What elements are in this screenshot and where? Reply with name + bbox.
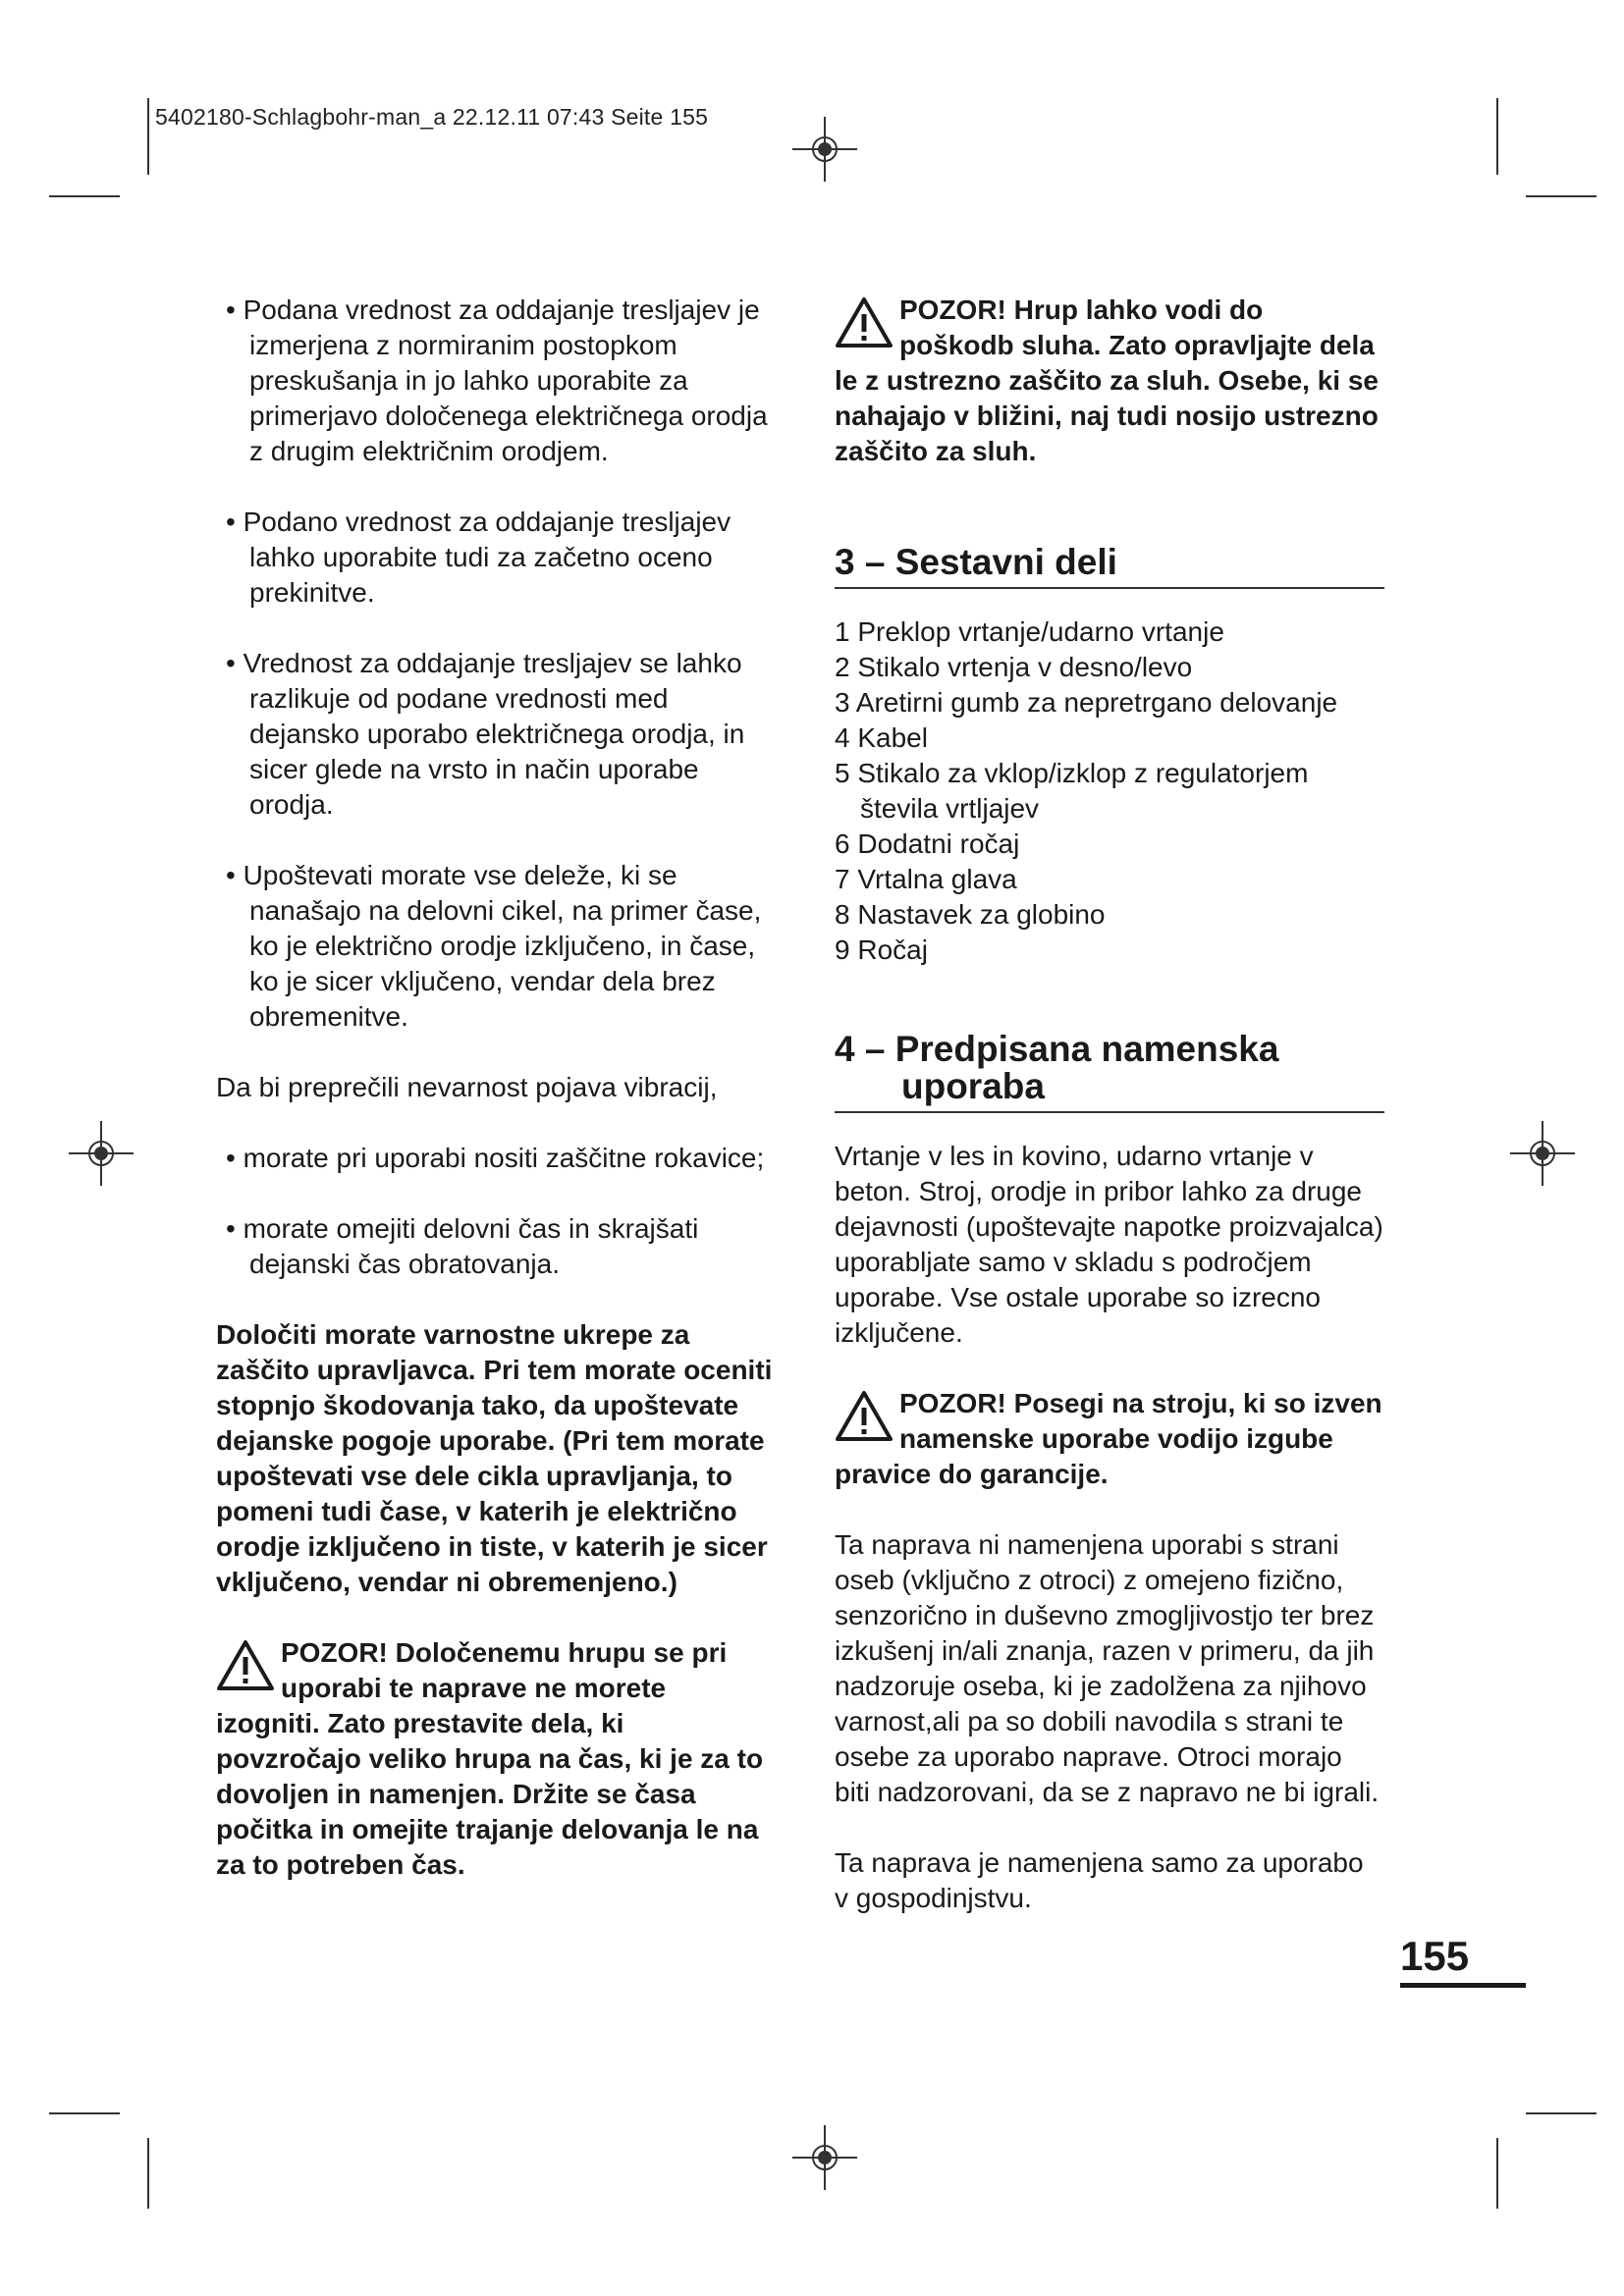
list-item: 8 Nastavek za globino xyxy=(835,899,1106,930)
household-use-paragraph: Ta naprava je namenjena samo za uporabo v gospodinjstvu. xyxy=(835,1847,1364,1913)
hearing-warning xyxy=(835,293,1384,469)
warning-text: POZOR! Določenemu hrupu se pri uporabi te naprave ne morete izogniti. Zato prestavite dela, ki povzročajo veliko hrupa na čas, ki je za to dovoljen in namenjen. Držite se časa počitka in omejite trajanje delovanja le na za to potreben čas. xyxy=(216,1637,764,1880)
right-column xyxy=(835,293,1384,1951)
section-heading-line: 4 – Predpisana namenska xyxy=(835,1029,1279,1069)
bullet-item: • morate omejiti delovni čas in skrajšati dejanski čas obratovanja. xyxy=(226,1213,699,1279)
crop-mark xyxy=(147,2138,149,2209)
bullet-item: • Vrednost za oddajanje tresljajev se lahko razlikuje od podane vrednosti med dejansko uporabo električnega orodja, in sicer glede na vrsto in način uporabe orodja. xyxy=(226,648,745,820)
list-item: 5 Stikalo za vklop/izklop z regulatorjem števila vrtljajev xyxy=(835,758,1309,824)
page-number: 155 xyxy=(1400,1934,1526,1988)
warning-triangle-icon xyxy=(216,1639,275,1692)
intro-text: Da bi preprečili nevarnost pojava vibracij, xyxy=(216,1072,718,1102)
registration-mark-icon xyxy=(1510,1121,1575,1186)
warning-triangle-icon xyxy=(835,296,893,349)
warning-text: POZOR! Hrup lahko vodi do poškodb sluha. Zato opravljajte dela le z ustrezno zaščito za sluh. Osebe, ki se nahajajo v bližini, naj tudi nosijo ustrezno zaščito za sluh. xyxy=(835,294,1379,466)
bullet-item: • Podana vrednost za oddajanje tresljajev je izmerjena z normiranim postopkom preskušanja in jo lahko uporabite za primerjavo določenega električnega orodja z drugim električnim orodjem. xyxy=(226,294,768,466)
parts-list xyxy=(835,614,1384,968)
section-heading xyxy=(835,1031,1384,1113)
noise-warning xyxy=(216,1635,776,1883)
bullet-item: • Upoštevati morate vse deleže, ki se nanašajo na delovni cikel, na primer čase, ko je električno orodje izključeno, in čase, ko je sicer vključeno, vendar dela brez obremenitve. xyxy=(226,860,762,1032)
list-item: 4 Kabel xyxy=(835,722,928,753)
crop-mark xyxy=(49,2112,120,2114)
list-item: 2 Stikalo vrtenja v desno/levo xyxy=(835,652,1193,682)
list-item: 3 Aretirni gumb za nepretrgano delovanje xyxy=(835,687,1338,718)
user-restriction-paragraph: Ta naprava ni namenjena uporabi s strani oseb (vključno z otroci) z omejeno fizično, senzorično in duševno zmogljivostjo ter brez izkušenj in/ali znanja, razen v primeru, da jih nadzoruje oseba, ki je zadolžena za njihovo varnost,ali pa so dobili navodila s strani te osebe za uporabo naprave. Otroci morajo biti nadzorovani, da se z napravo ne bi igrali. xyxy=(835,1529,1380,1807)
warranty-warning xyxy=(835,1386,1384,1492)
crop-mark xyxy=(1496,2138,1498,2209)
registration-mark-icon xyxy=(792,117,857,182)
list-item: 1 Preklop vrtanje/udarno vrtanje xyxy=(835,616,1224,647)
section-heading: 3 – Sestavni deli xyxy=(835,544,1384,589)
safety-paragraph: Določiti morate varnostne ukrepe za zaščito upravljavca. Pri tem morate oceniti stopnjo škodovanja tako, da upoštevate dejanske pogoje uporabe. (Pri tem morate upoštevati vse dele cikla upravljanja, to pomeni tudi čase, v katerih je električno orodje izključeno in tiste, v katerih je sicer vključeno, vendar ni obremenjeno.) xyxy=(216,1319,773,1597)
crop-mark xyxy=(147,98,149,175)
left-column xyxy=(216,293,776,1918)
crop-mark xyxy=(1496,98,1498,175)
print-slug-line: 5402180-Schlagbohr-man_a 22.12.11 07:43 Seite 155 xyxy=(155,104,709,130)
warning-text: POZOR! Posegi na stroju, ki so izven namenske uporabe vodijo izgube pravice do garancije. xyxy=(835,1388,1382,1489)
warning-triangle-icon xyxy=(835,1390,893,1443)
section-heading-line: uporaba xyxy=(901,1066,1045,1106)
registration-mark-icon xyxy=(792,2125,857,2190)
crop-mark xyxy=(1526,195,1597,197)
bullet-item: • morate pri uporabi nositi zaščitne rokavice; xyxy=(226,1143,765,1173)
crop-mark xyxy=(49,195,120,197)
list-item: 9 Ročaj xyxy=(835,934,928,965)
usage-paragraph: Vrtanje v les in kovino, udarno vrtanje v beton. Stroj, orodje in pribor lahko za druge dejavnosti (upoštevajte napotke proizvajalca) uporabljate samo v skladu s področjem uporabe. Vse ostale uporabe so izrecno izključene. xyxy=(835,1141,1383,1348)
list-item: 6 Dodatni ročaj xyxy=(835,828,1020,859)
crop-mark xyxy=(1526,2112,1597,2114)
bullet-item: • Podano vrednost za oddajanje tresljajev lahko uporabite tudi za začetno oceno prekinitve. xyxy=(226,507,731,608)
registration-mark-icon xyxy=(69,1121,134,1186)
list-item: 7 Vrtalna glava xyxy=(835,864,1017,894)
